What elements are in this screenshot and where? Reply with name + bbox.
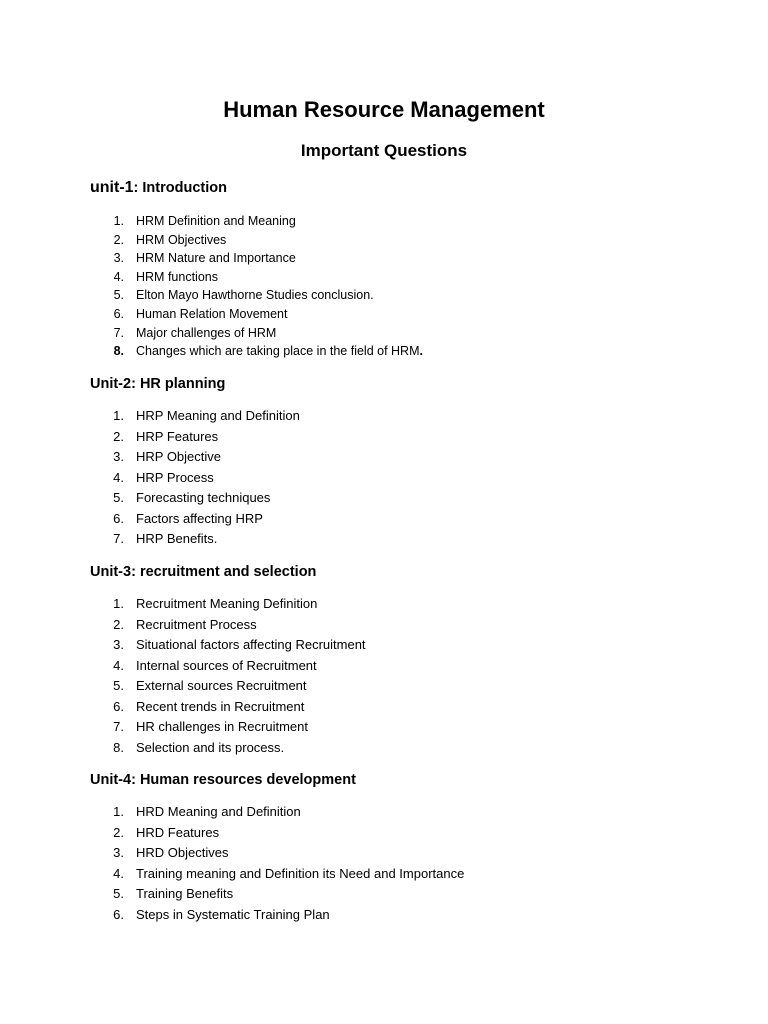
- list-number: 3.: [113, 845, 124, 860]
- question-text: HRM Definition and Meaning: [136, 214, 296, 228]
- list-number: 1.: [113, 804, 124, 819]
- question-text: HRD Objectives: [136, 845, 229, 860]
- unit-2-heading: [90, 374, 225, 394]
- unit-3-heading-title: : recruitment and selection: [131, 564, 317, 580]
- question-text: Selection and its process.: [136, 739, 285, 755]
- list-number: 5.: [113, 678, 124, 693]
- question-text: HRP Process: [136, 469, 214, 485]
- list-number: 2.: [113, 232, 124, 247]
- question-text: External sources Recruitment: [136, 678, 307, 693]
- list-number: 8.: [113, 739, 124, 755]
- list-number: 6.: [113, 306, 124, 321]
- list-number: 6.: [113, 906, 124, 922]
- list-number: 7.: [113, 531, 124, 546]
- unit-3-heading: [90, 562, 316, 582]
- list-number: 7.: [113, 719, 124, 734]
- question-text-suffix: .: [419, 344, 423, 359]
- list-number: 3.: [113, 449, 124, 464]
- question-text: Recruitment Process: [136, 616, 257, 632]
- unit-1-heading-prefix: unit-1: [90, 179, 134, 196]
- list-number: 5.: [113, 886, 124, 901]
- question-text: HRM functions: [136, 269, 218, 284]
- question-text: Elton Mayo Hawthorne Studies conclusion.: [136, 288, 374, 303]
- question-text: Major challenges of HRM: [136, 325, 277, 340]
- document-subtitle: Important Questions: [300, 141, 468, 160]
- question-text: Steps in Systematic Training Plan: [136, 906, 330, 922]
- question-text: [136, 342, 423, 361]
- list-number: 4.: [113, 865, 124, 881]
- question-text: HRD Features: [136, 824, 220, 840]
- list-number: 1.: [113, 408, 124, 423]
- list-number: 6.: [113, 698, 124, 714]
- unit-2-heading-prefix: Unit-2: [90, 376, 132, 392]
- question-text: Internal sources of Recruitment: [136, 657, 317, 673]
- list-number: 2.: [113, 616, 124, 632]
- list-number: 4.: [113, 657, 124, 673]
- list-number: 5.: [113, 490, 124, 505]
- question-text: Recruitment Meaning Definition: [136, 596, 318, 611]
- list-number: 2.: [113, 824, 124, 840]
- unit-4-heading-prefix: Unit-4: [90, 772, 132, 788]
- question-text: Forecasting techniques: [136, 490, 271, 505]
- unit-1-heading: [90, 178, 227, 198]
- question-text-body: Changes which are taking place in the field of HRM: [136, 344, 420, 359]
- question-text: Training Benefits: [136, 886, 234, 901]
- unit-4-heading: [90, 770, 356, 790]
- question-text: HRD Meaning and Definition: [136, 804, 301, 819]
- unit-4-heading-title: : Human resources development: [131, 772, 356, 788]
- question-text: HRP Meaning and Definition: [136, 408, 300, 423]
- question-text: HRP Benefits.: [136, 531, 218, 546]
- question-text: Situational factors affecting Recruitment: [136, 637, 366, 652]
- unit-1-heading-title: : Introduction: [133, 180, 227, 196]
- question-text: Training meaning and Definition its Need and Importance: [136, 865, 465, 881]
- question-text: HRM Nature and Importance: [136, 251, 296, 266]
- question-text: HRM Objectives: [136, 232, 227, 247]
- list-number: 6.: [113, 510, 124, 526]
- list-number: 7.: [113, 325, 124, 340]
- question-text: Factors affecting HRP: [136, 510, 263, 526]
- list-number: 4.: [113, 469, 124, 485]
- list-number: 1.: [113, 596, 124, 611]
- document-title: Human Resource Management: [223, 97, 545, 122]
- list-number: 4.: [113, 269, 124, 284]
- unit-3-heading-prefix: Unit-3: [90, 564, 132, 580]
- question-text: HR challenges in Recruitment: [136, 719, 308, 734]
- unit-2-heading-title: : HR planning: [131, 376, 226, 392]
- list-number: 8.: [113, 344, 124, 359]
- list-number: 2.: [113, 428, 124, 444]
- question-text: Recent trends in Recruitment: [136, 698, 305, 714]
- list-number: 3.: [113, 251, 124, 266]
- question-text: HRP Features: [136, 428, 219, 444]
- question-text: Human Relation Movement: [136, 306, 288, 321]
- list-number: 1.: [113, 214, 124, 228]
- question-text: HRP Objective: [136, 449, 222, 464]
- list-number: 5.: [113, 288, 124, 303]
- list-number: 3.: [113, 637, 124, 652]
